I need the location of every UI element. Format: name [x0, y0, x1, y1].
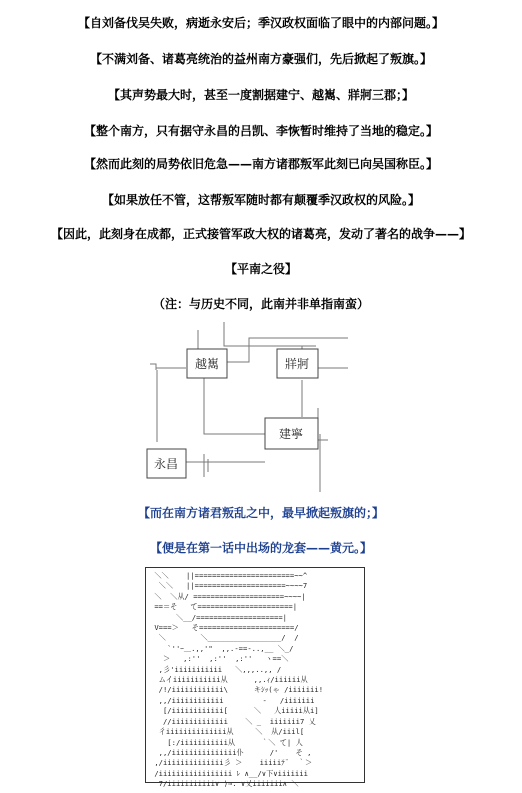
map-label-yuexi: 越嶲	[194, 357, 220, 371]
ascii-art-text: ＼＼ ||=======================~~^ ＼＼ ||=====================~~~~7 ＼ ＼从/ =====================~~~~| ==＝そ て======================| ＼__/====================| V===＞ そ======================/ ＼ ＼_________________/ / `''ｰ＿.,,'" ,,.-==-..,__ ＼_/ ＞ ,:'' ,:'' ,:'' ヽ==＼ ,彡'iiiiiiiiiii ＼,,,..,, / ムイiiiiiiiiiii从 ,,.ｨ/iiiiii从 /!/iiiiiiiiiiii\ キｼｯ(ゃ /iiiiiii! ,,/iiiiiiiiiiii ‐ /iiiiiii [/iiiiiiiiiiii[ ＼ 人iiiii从i] //iiiiiiiiiiiii ＼ _ iiiiiii7 乂 彳iiiiiiiiiiiiii从 ＼ 从/iiil[ [:/iiiiiiiiiii从 ｀＼ て| 人 ,,/iiiiiiiiiiiiiii仆 /' そ , ,/iiiiiiiiiiiiii彡 ＞ iiiiiﾃ¨ ｀＞ /iiiiiiiiiiiiiiiii ﾚ ∧__/∨下∨iiiiiii 7/iiiiiiiiiii∨ ⟩⇒. ∨乂iiiiiii∧ ＼	[154, 571, 324, 789]
intro-line-3: 【其声势最大时，甚至一度割据建宁、越嶲、牂牁三郡；】	[107, 88, 414, 102]
intro-line-5: 【然而此刻的局势依旧危急——南方诸郡叛军此刻已向吴国称臣。】	[83, 157, 438, 171]
intro-line-4: 【整个南方，只有据守永昌的吕凯、李恢暂时维持了当地的稳定。】	[83, 124, 438, 138]
huang-yuan-ascii-art	[145, 567, 365, 789]
caption-line-2: 【便是在第一话中出场的龙套——黄元。】	[149, 541, 372, 555]
caption-line-1: 【而在南方诸君叛乱之中，最早掀起叛旗的；】	[137, 506, 384, 520]
intro-line-1: 【自刘备伐吴失败，病逝永安后；季汉政权面临了眼中的内部问题。】	[77, 16, 444, 30]
section-title: 【平南之役】	[224, 262, 297, 276]
map-label-jianning: 建寧	[278, 427, 304, 441]
intro-line-2: 【不满刘备、诸葛亮统治的益州南方豪强们，先后掀起了叛旗。】	[89, 52, 432, 66]
southern-commanderies-map	[146, 322, 350, 490]
map-label-zangke: 牂牁	[284, 357, 310, 371]
map-label-yongchang: 永昌	[153, 457, 179, 471]
history-note: （注：与历史不同，此南并非单指南蛮）	[152, 297, 369, 311]
intro-line-7: 【因此，此刻身在成都，正式接管军政大权的诸葛亮，发动了著名的战争——】	[50, 227, 471, 241]
intro-line-6: 【如果放任不管，这帮叛军随时都有颠覆季汉政权的风险。】	[101, 193, 420, 207]
